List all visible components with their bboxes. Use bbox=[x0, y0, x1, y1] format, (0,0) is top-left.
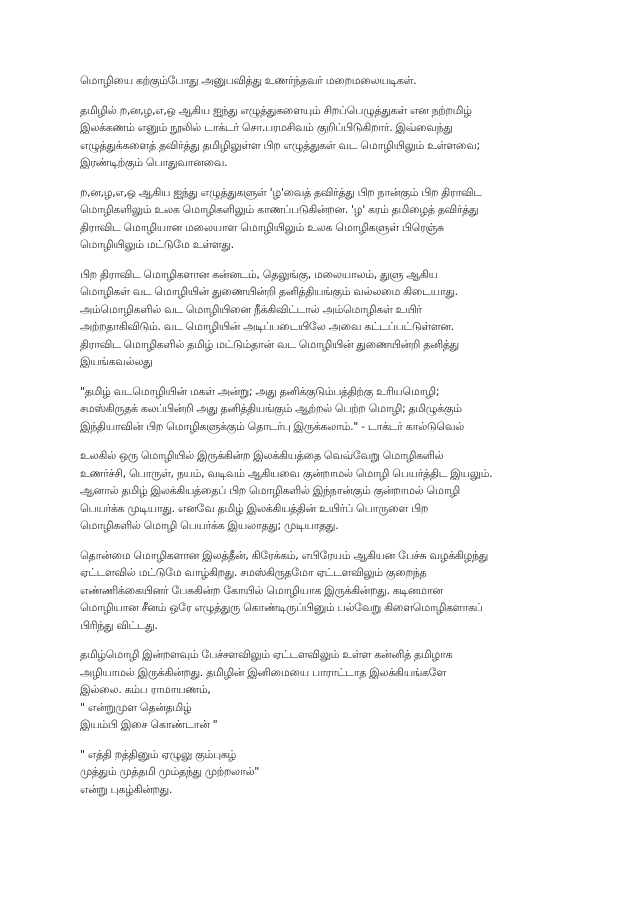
text-line: என்று புகழ்கின்றது. bbox=[80, 782, 173, 796]
paragraph bbox=[80, 383, 562, 436]
text-line: மொழிகள் வட மொழியின் துணையின்றி தனித்தியங்கும் வல்லமை கிடையாது. bbox=[80, 285, 458, 298]
text-line: இயங்கவல்லது bbox=[80, 355, 153, 368]
text-line: அழியாமல் இருக்கின்றது. தமிழின் இனிமையை பாராட்டாத இலக்கியங்களே bbox=[80, 665, 447, 679]
text-line: ற,ன,ழ,எ,ஒ ஆகிய ஐந்து எழுத்துகளுள் 'ழ'வைத் தவிர்த்து பிற நான்கும் பிற திராவிட bbox=[80, 185, 482, 199]
text-line: எழுத்துக்களைத் தவிர்த்து தமிழிலுள்ள பிற எழுத்துகள் வட மொழியிலும் உள்ளவை; bbox=[80, 138, 480, 152]
text-line: பிரிந்து விட்டது. bbox=[80, 618, 158, 632]
paragraph bbox=[80, 646, 562, 734]
text-line: மொழிகளில் மொழி பெயர்க்க இயலாதது; முடியாதது. bbox=[80, 519, 339, 532]
text-line: மொழிகளிலும் உலக மொழிகளிலும் காணப்படுகின்றன. 'ழ' கரம் தமிழைத் தவிர்த்து bbox=[80, 203, 479, 216]
text-line: இல்லை. கம்ப ராமாயணம், bbox=[80, 683, 211, 696]
paragraph bbox=[80, 72, 562, 90]
text-line: தமிழில் ற,ன,ழ,எ,ஒ ஆகிய ஐந்து எழுத்துகளையும் சிறப்பெழுத்துகள் என நற்றமிழ் bbox=[80, 103, 472, 117]
paragraph bbox=[80, 746, 562, 799]
text-line: மொழியான சீனம் ஒரே எழுத்துரு கொண்டிருப்பினும் பல்வேறு கிளைமொழிகளாகப் bbox=[80, 601, 483, 614]
text-line: அற்றதாகிவிடும். வட மொழியின் அடிப்படையிலே அவை கட்டப்பட்டுள்ளன. bbox=[80, 320, 454, 333]
text-line: பெயர்க்க முடியாது. எனவே தமிழ் இலக்கியத்தின் உயிர்ப் பொருளை பிற bbox=[80, 501, 428, 515]
paragraph bbox=[80, 102, 562, 172]
paragraph bbox=[80, 447, 562, 535]
text-line: ஆனால் தமிழ் இலக்கியத்தைப் பிற மொழிகளில் இந்நான்கும் குன்றாமல் மொழி bbox=[80, 484, 460, 497]
text-line: இயம்பி இசை கொண்டான் " bbox=[80, 718, 218, 731]
text-line: மொழியை கற்கும்போது அனுபவித்து உணர்ந்தவர் மறைமலையடிகள். bbox=[80, 74, 417, 87]
text-line: சமஸ்கிருதக் கலப்பின்றி அது தனித்தியங்கும் ஆற்றல் பெற்ற மொழி; தமிழுக்கும் bbox=[80, 402, 462, 415]
text-line: இந்தியாவின் பிற மொழிகளுக்கும் தொடர்பு இருக்கலாம்." - டாக்டர் கால்டுவெல் bbox=[80, 419, 464, 433]
paragraph bbox=[80, 547, 562, 635]
text-line: " என்றுமுள தென்தமிழ் bbox=[80, 700, 192, 714]
text-line: முத்தும் முத்தமி மும்தந்து முற்றலால்" bbox=[80, 765, 260, 778]
text-line: பிற திராவிட மொழிகளான கன்னடம், தெலுங்கு, மலையாலம், துளு ஆகிய bbox=[80, 267, 438, 281]
document-page bbox=[80, 72, 562, 810]
text-line: உலகில் ஒரு மொழியில் இருக்கின்ற இலக்கியத்தை வெவ்வேறு மொழிகளில் bbox=[80, 449, 444, 462]
text-line: " எத்தி றத்தினும் ஏழுலு கும்புகழ் bbox=[80, 747, 237, 761]
text-line: திராவிட மொழியான மலையாள மொழியிலும் உலக மொழிகளுள் பிரெஞ்சு bbox=[80, 220, 444, 234]
text-line: "தமிழ் வடமொழியின் மகள் அன்று; அது தனிக்குடும்பத்திற்கு உரியமொழி; bbox=[80, 384, 440, 398]
text-line: அம்மொழிகளில் வட மொழியினை நீக்கிவிட்டால் அம்மொழிகள் உயிர் bbox=[80, 302, 422, 316]
text-line: இலக்கணம் எனும் நூலில் டாக்டர் சொ.பரமசிவம் குறிப்பிடுகிறார். இவ்வைந்து bbox=[80, 121, 453, 134]
text-line: ஏட்டளவில் மட்டுமே வாழ்கிறது. சமஸ்கிருதமோ ஏட்டளவிலும் குறைந்த bbox=[80, 566, 427, 579]
text-line: தமிழ்மொழி இன்றளவும் பேச்சளவிலும் ஏட்டளவிலும் உள்ள கன்னித் தமிழாக bbox=[80, 648, 453, 661]
text-line: மொழியிலும் மட்டுமே உள்ளது. bbox=[80, 238, 234, 251]
paragraph bbox=[80, 266, 562, 371]
text-line: திராவிட மொழிகளில் தமிழ் மட்டும்தான் வட மொழியின் துணையின்றி தனித்து bbox=[80, 337, 459, 351]
text-line: இரண்டிற்கும் பொதுவானவை. bbox=[80, 156, 228, 169]
paragraph bbox=[80, 184, 562, 254]
text-line: எண்ணிக்கையினர் பேசுகின்ற கோயில் மொழியாக இருக்கின்றது. கடினமான bbox=[80, 583, 443, 597]
text-line: உணர்ச்சி, பொருள், நயம், வடிவம் ஆகியவை குன்றாமல் மொழி பெயர்த்திட இயலும். bbox=[80, 466, 493, 480]
text-line: தொன்மை மொழிகளான இலத்தீன், கிரேக்கம், எபிரேயம் ஆகியன பேச்சு வழக்கிழந்து bbox=[80, 548, 488, 562]
